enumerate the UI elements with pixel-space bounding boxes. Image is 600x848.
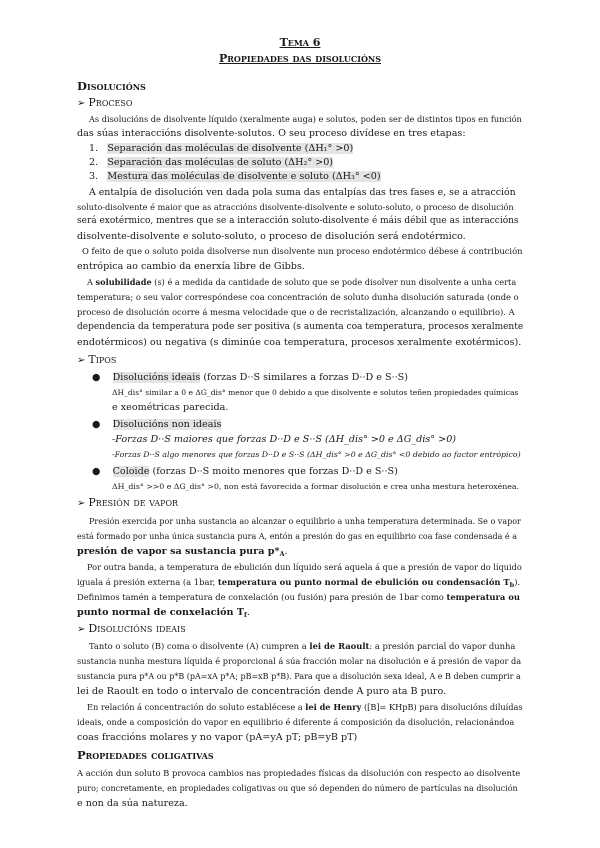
bullet-icon: ● [92,419,101,430]
arrow-icon: ➢ [77,624,86,635]
paragraph-line: soluto-disolvente é maior que as atraccións disolvente-disolvente e soluto-soluto, o proceso de disolución [77,202,514,212]
paragraph-line: sustancia nunha mestura líquida é proporcional á súa fracción molar na disolución e á presión de vapor da [77,656,522,666]
paragraph-line: temperatura; o seu valor correspóndese coa concentración de soluto dunha disolución saturada (onde o [77,292,519,302]
list-item-detail: ΔH_dis° >>0 e ΔG_dis° >0, non está favorecida a formar disolución e crea unha mestura heteroxénea. [112,482,520,491]
subsection-heading-ideais: ➢ Disolucións ideais [77,622,186,635]
paragraph-line: e non da súa natureza. [77,798,188,809]
list-item-step: 1. Separación das moléculas de disolvente (ΔH₁° >0) [89,143,354,154]
term-solubilidade: solubilidade [95,277,152,287]
paragraph-line: das súas interaccións disolvente-solutos. O seu proceso divídese en tres etapas: [77,128,466,139]
arrow-icon: ➢ [77,498,86,509]
subsection-heading-proceso: ➢ Proceso [77,96,133,109]
list-item-step: 2. Separación das moléculas de soluto (ΔH₂° >0) [89,157,334,168]
paragraph-line: sustancia pura p*A ou p*B (pA=xA p*A; pB=xB p*B). Para que a disolución sexa ideal, A e B deben cumprir a [77,672,521,681]
paragraph-line: proceso de disolución ocorre á mesma velocidade que o de recristalización, alcanzando o equilibrio). A [77,307,515,317]
list-item-detail: e xeométricas parecida. [112,402,229,413]
paragraph-line: Definimos tamén a temperatura de conxelación (ou fusión) para presión de 1bar como temperatura ou [77,592,520,602]
paragraph-line: entrópica ao cambio da enerxía libre de Gibbs. [77,261,305,272]
paragraph-line: A acción dun soluto B provoca cambios nas propiedades físicas da disolución con respecto ao disolvente [77,768,521,778]
arrow-icon: ➢ [77,355,86,366]
paragraph-line: Tanto o soluto (B) coma o disolvente (A) cumpren a lei de Raoult: a presión parcial do vapor dunha [89,641,516,651]
paragraph-line: punto normal de conxelación $T_f$. [77,607,250,619]
paragraph-line: A entalpía de disolución ven dada pola suma das entalpías das tres fases e, se a atracción [89,187,516,198]
list-item-detail: -Forzas D··S maiores que forzas D··D e S··S (ΔH_dis° >0 e ΔG_dis° >0) [112,434,457,445]
paragraph-line: ideais, onde a composición do vapor en equilibrio é diferente á composición da disolución, relacionándoa [77,717,515,727]
paragraph-line: As disolucións de disolvente líquido (xeralmente auga) e solutos, poden ser de distintos tipos en función [89,114,522,124]
paragraph-line: En relación á concentración do soluto establécese a lei de Henry ([B]= KHpB) para disolucións diluídas [87,702,523,712]
paragraph-line: endotérmicos) ou negativa (s diminúe coa temperatura, procesos xeralmente exotérmicos). [77,337,522,348]
page-subtitle: Propiedades das disolucións [218,52,382,65]
section-heading-coligativas: Propiedades coligativas [77,748,214,762]
arrow-icon: ➢ [77,98,86,109]
paragraph-line: está formado por unha única sustancia pura A, entón a presión do gas en equilibrio coa fase condensada é a [77,532,517,541]
list-item-detail: ΔH_dis° similar a 0 e ΔG_dis° menor que 0 debido a que disolvente e solutos teñen propiedades químicas [112,388,519,397]
list-item-step: 3. Mestura das moléculas de disolvente e soluto (ΔH₃° <0) [89,171,381,182]
paragraph-line: será exotérmico, mentres que se a interacción soluto-disolvente é máis débil que as interaccións [77,216,519,226]
subsection-heading-tipos: ➢ Tipos [77,353,117,366]
paragraph-line: lei de Raoult en todo o intervalo de concentración dende A puro ata B puro. [77,686,447,697]
bullet-icon: ● [92,466,101,477]
paragraph-line: puro; concretamente, en propiedades coligativas ou que só dependen do número de partículas na disolución [77,784,518,793]
paragraph-line: Por outra banda, a temperatura de ebulición dun líquido será aquela á que a presión de vapor do líquido [87,562,522,572]
paragraph-line: presión de vapor sa sustancia pura $p*_A$. [77,546,288,558]
list-item-detail: -Forzas D··S algo menores que forzas D··D e S··S (ΔH_dis° >0 e ΔG_dis° <0 debido ao factor entrópico) [112,450,521,459]
page-title: Tema 6 [279,36,321,49]
list-item-nonideais: ● Disolucións non ideais [92,419,222,430]
subsection-heading-vapor: ➢ Presión de vapor [77,496,179,509]
paragraph-line: iguala á presión externa (a 1bar, temperatura ou punto normal de ebulición ou condensación $T_b$). [77,577,521,589]
list-item-ideais: ● Disolucións ideais (forzas D··S similares a forzas D··D e S··S) [92,372,408,383]
paragraph-line: Presión exercida por unha sustancia ao alcanzar o equilibrio a unha temperatura determinada. Se o vapor [89,517,521,526]
paragraph-line: O feito de que o soluto poida disolverse nun disolvente nun proceso endotérmico débese á contribución [82,246,523,256]
section-heading-disolucions: Disolucións [77,79,146,93]
paragraph-line: coas fraccións molares y no vapor (pA=yA pT; pB=yB pT) [77,732,358,743]
bullet-icon: ● [92,372,101,383]
paragraph-line: dependencia da temperatura pode ser positiva (s aumenta coa temperatura, procesos xeralmente [77,322,524,332]
paragraph-line: A solubilidade (s) é a medida da cantidade de soluto que se pode disolver nun disolvente a unha certa [87,277,517,287]
list-item-coloide: ● Coloide (forzas D··S moito menores que forzas D··D e S··S) [92,466,398,477]
paragraph-line: disolvente-disolvente e soluto-soluto, o proceso de disolución será endotérmico. [77,231,466,242]
